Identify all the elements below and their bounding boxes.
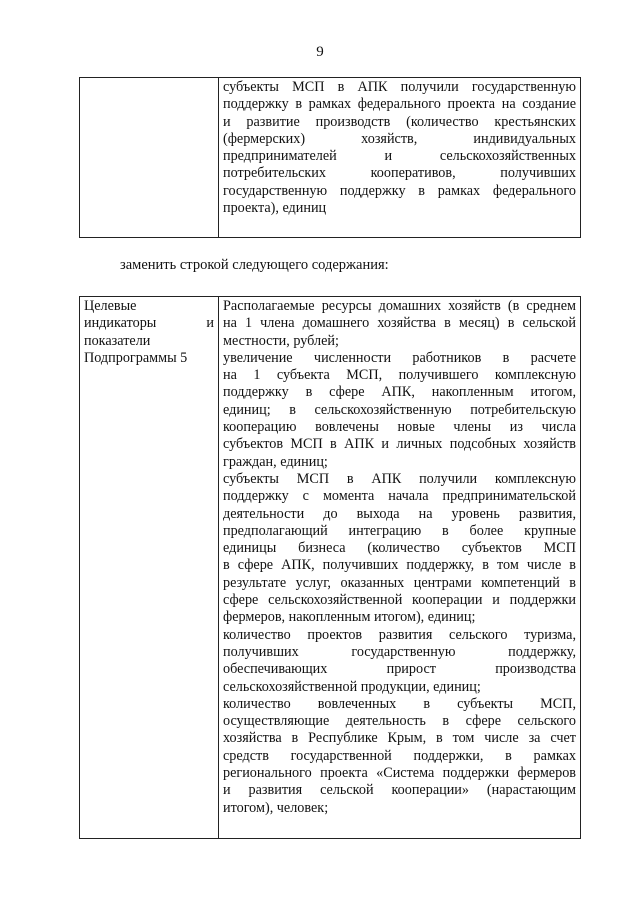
left-cell — [80, 78, 219, 238]
text-line: итогом), человек; — [223, 799, 329, 816]
label-line: Целевые — [84, 298, 137, 314]
text-line: на 1 члена домашнего хозяйства в месяц) в сельской — [223, 315, 576, 332]
text-line: сфере сельскохозяйственной кооперации и поддержки — [223, 592, 576, 609]
text-line: потребительских кооперативов, получивших — [223, 165, 576, 182]
text-line: получивших государственную поддержку, — [223, 643, 576, 660]
text-line: субъектов МСП в АПК и личных подсобных хозяйств — [223, 436, 576, 453]
text-line: Располагаемые ресурсы домашних хозяйств (в среднем — [223, 298, 576, 314]
indicator-content-cell — [219, 297, 581, 839]
replacement-row-table — [79, 296, 581, 839]
text-line: местности, рублей; — [223, 332, 339, 349]
table-row — [80, 297, 581, 839]
text-line: средств государственной поддержки, в рамках — [223, 747, 576, 764]
text-line: поддержку в рамках федерального проекта на создание — [223, 96, 576, 113]
text-line: хозяйства в Республике Крым, в том числе за счет — [223, 730, 576, 747]
text-line: проекта), единиц — [223, 200, 327, 217]
right-cell — [219, 78, 581, 238]
page-number: 9 — [316, 44, 324, 60]
text-line: поддержку в сфере АПК, накопленным итогом, — [223, 384, 576, 401]
label-line: индикаторы и — [84, 315, 214, 332]
text-line: граждан, единиц; — [223, 453, 328, 470]
text-line: количество проектов развития сельского туризма, — [223, 626, 576, 643]
text-line: сельскохозяйственной продукции, единиц; — [223, 678, 481, 695]
text-line: субъекты МСП в АПК получили комплексную — [223, 470, 576, 487]
instruction-text: заменить строкой следующего содержания: — [120, 257, 389, 273]
text-line: (фермерских) хозяйств, индивидуальных — [223, 130, 576, 147]
text-line: обеспечивающих прирост производства — [223, 661, 576, 678]
text-line: результате услуг, оказанных центрами компетенций в — [223, 574, 576, 591]
text-line: количество вовлеченных в субъекты МСП, — [223, 695, 576, 712]
table-row — [80, 78, 581, 238]
text-line: деятельности до выхода на уровень развития, — [223, 505, 576, 522]
text-line: предполагающий интеграцию в более крупные — [223, 522, 576, 539]
text-line: предпринимателей и сельскохозяйственных — [223, 148, 576, 165]
text-line: кооперацию вовлечены новые члены из числа — [223, 419, 576, 436]
indicator-label-cell — [80, 297, 219, 839]
text-line: осуществляющие деятельность в сфере сельского — [223, 713, 576, 730]
label-line: Подпрограммы 5 — [84, 349, 188, 366]
text-line: увеличение численности работников в расчете — [223, 349, 576, 366]
text-line: и развития сельской кооперации» (нарастающим — [223, 782, 576, 799]
text-line: государственную поддержку в рамках федерального — [223, 182, 576, 199]
text-line: в сфере АПК, получивших поддержку, в том числе в — [223, 557, 576, 574]
text-line: и развитие производств (количество крестьянских — [223, 113, 576, 130]
previous-row-table — [79, 77, 581, 238]
label-line: показатели — [84, 332, 151, 349]
text-line: субъекты МСП в АПК получили государственную — [223, 79, 576, 95]
text-line: регионального проекта «Система поддержки фермеров — [223, 765, 576, 782]
text-line: единиц; в сельскохозяйственную потребительскую — [223, 401, 576, 418]
text-line: фермеров, накопленным итогом), единиц; — [223, 609, 476, 626]
text-line: единицы бизнеса (количество субъектов МСП — [223, 540, 576, 557]
text-line: на 1 субъекта МСП, получившего комплексную — [223, 367, 576, 384]
text-line: поддержку с момента начала предпринимательской — [223, 488, 576, 505]
